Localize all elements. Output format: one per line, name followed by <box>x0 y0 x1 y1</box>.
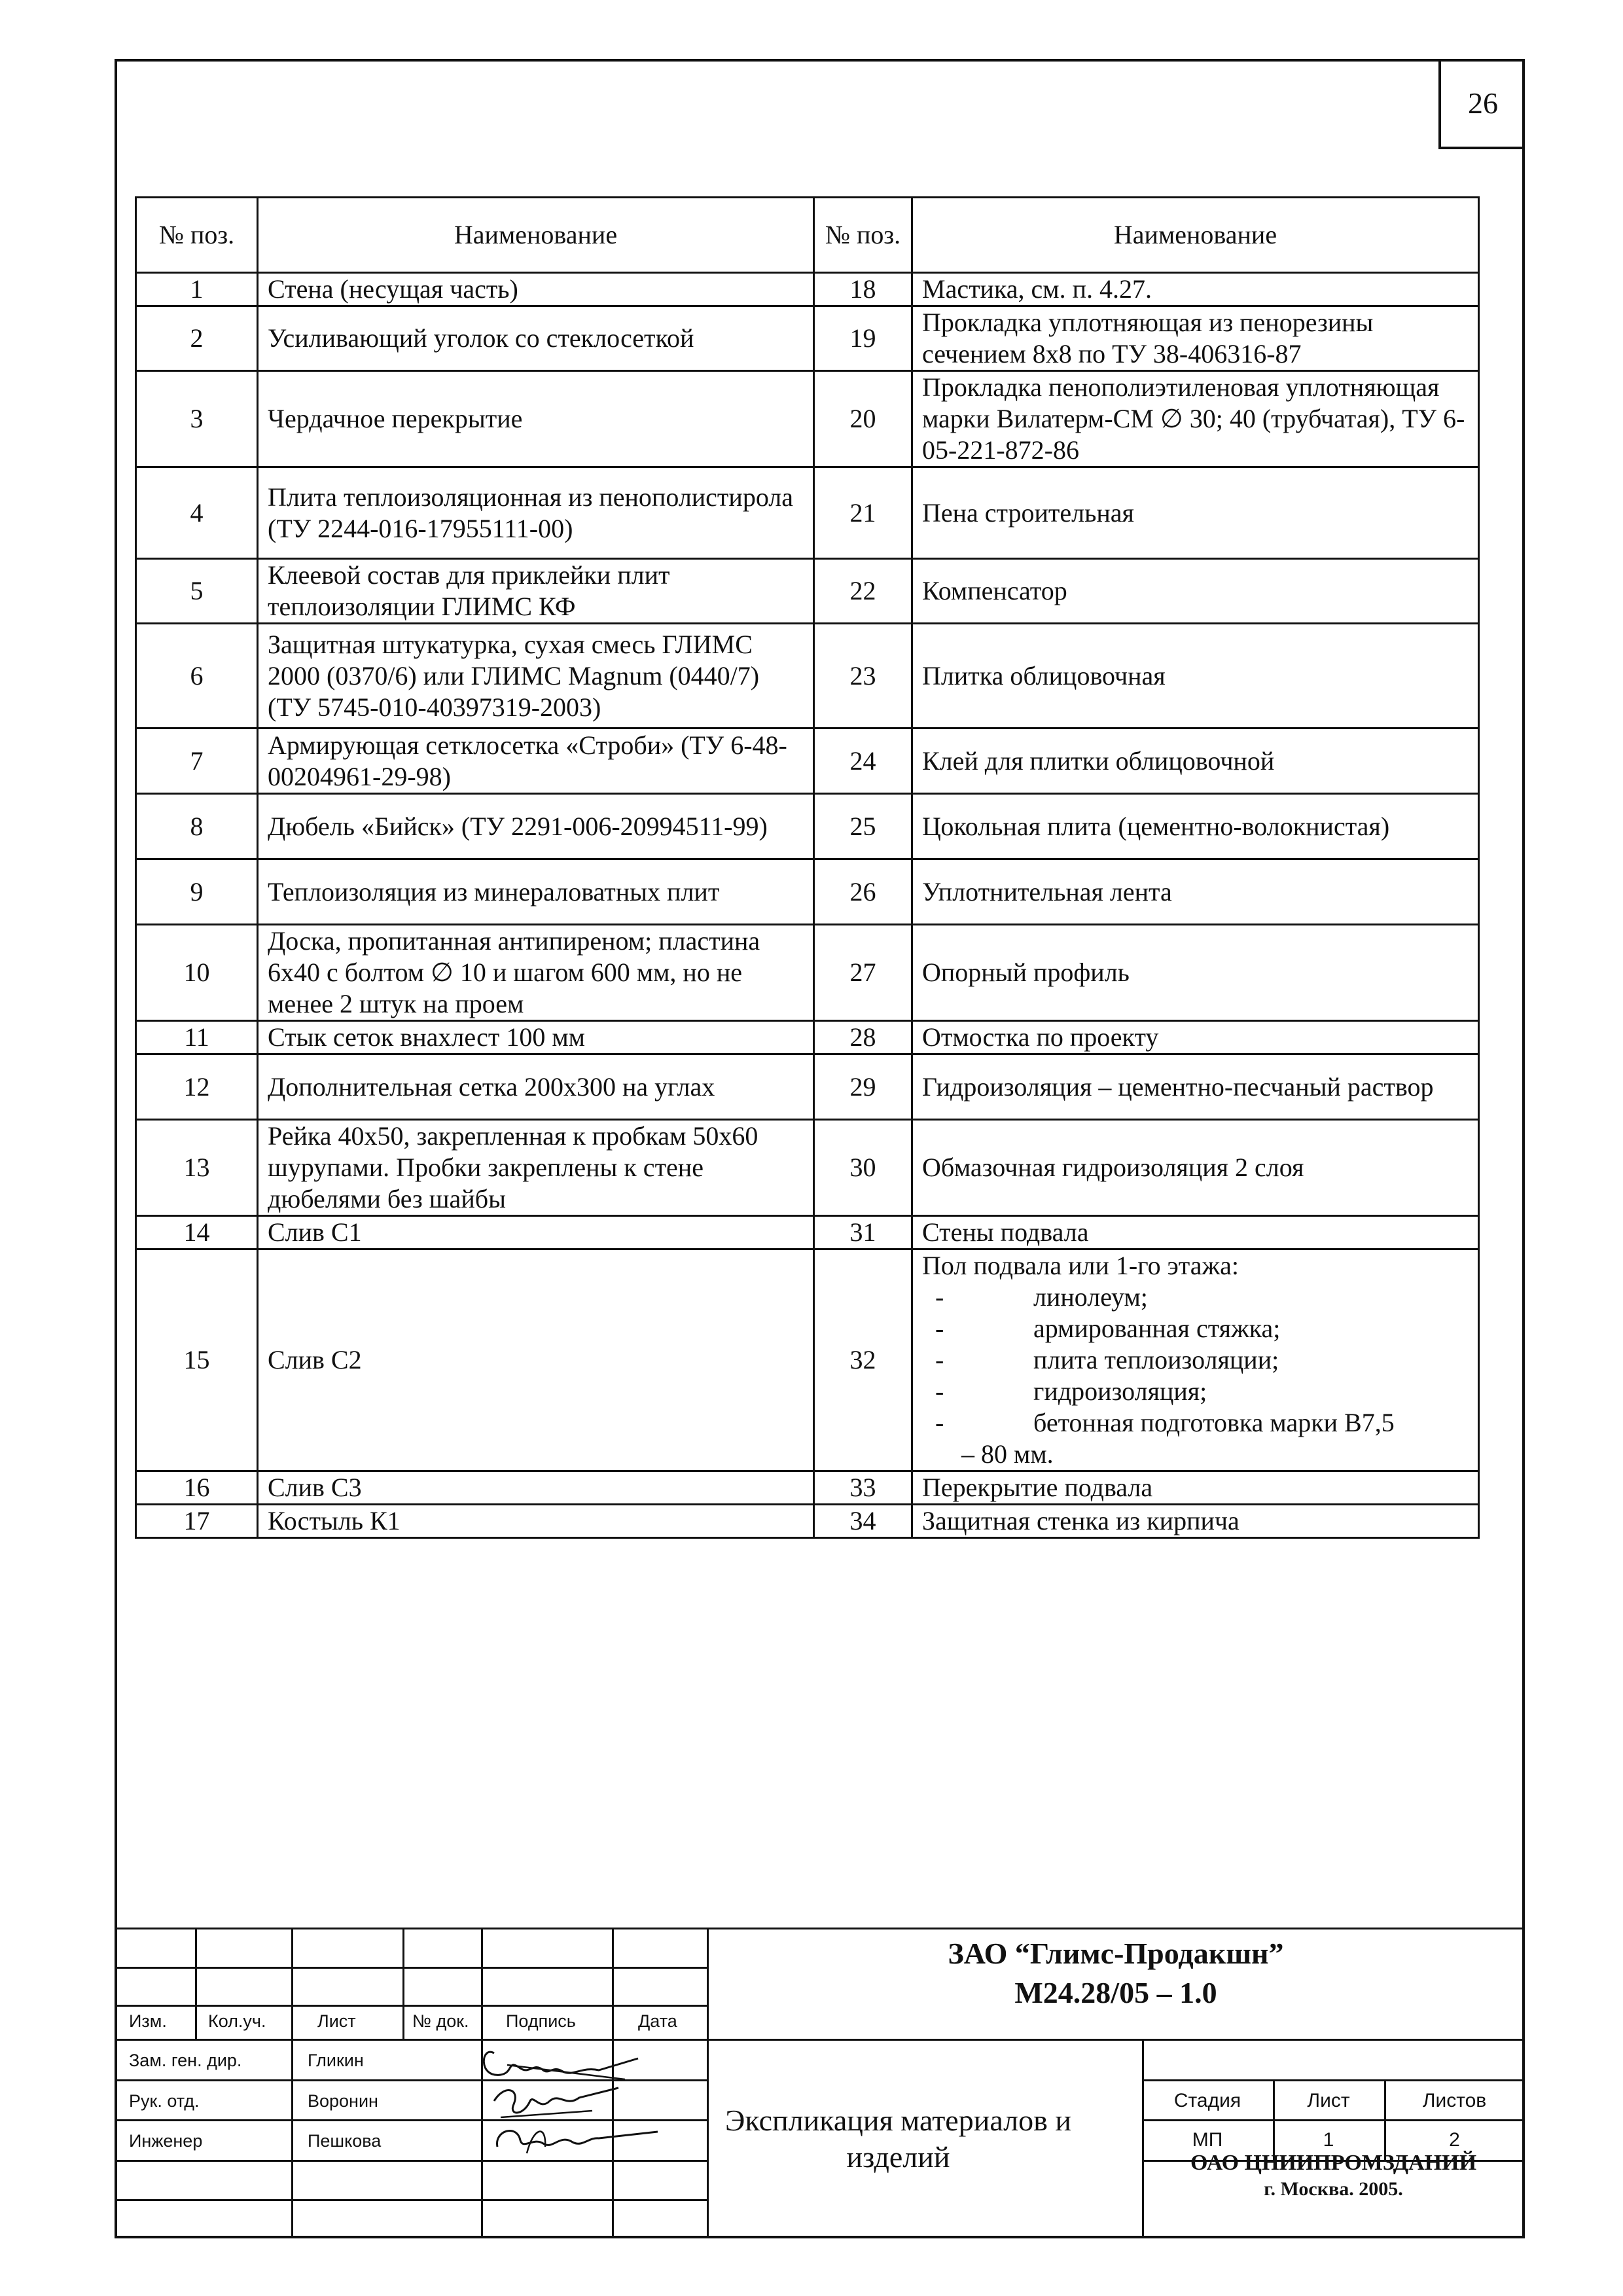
table-row <box>136 1249 1479 1471</box>
position-number: 25 <box>814 794 912 859</box>
position-number: 22 <box>814 559 912 624</box>
name-2: Воронин <box>308 2091 378 2111</box>
col-data: Дата <box>638 2011 677 2031</box>
role-1: Зам. ген. дир. <box>129 2051 242 2070</box>
list-item <box>922 1344 1469 1376</box>
table-row <box>136 925 1479 1021</box>
position-number: 23 <box>814 624 912 728</box>
item-name: Прокладка пенополиэтиленовая уплотняющая марки Вилатерм-СМ ∅ 30; 40 (трубчатая), ТУ 6-05-221-872-86 <box>912 371 1479 467</box>
position-number: 21 <box>814 467 912 559</box>
company-name: ЗАО “Глимс-Продакшн” <box>948 1937 1284 1970</box>
sheet-value: 1 <box>1323 2129 1334 2151</box>
list-item-text: плита теплоизоляции; <box>1033 1345 1279 1374</box>
sheet-number: 26 <box>1438 59 1525 149</box>
layer-list <box>922 1282 1469 1470</box>
sheets-value: 2 <box>1449 2129 1460 2151</box>
table-row <box>136 1505 1479 1538</box>
header-name-right: Наименование <box>912 198 1479 273</box>
item-name: Дополнительная сетка 200х300 на углах <box>258 1054 814 1120</box>
table-row <box>136 859 1479 925</box>
list-item <box>922 1313 1469 1344</box>
position-number: 15 <box>136 1249 258 1471</box>
position-number: 16 <box>136 1471 258 1505</box>
table-row <box>136 273 1479 306</box>
item-name: Слив С3 <box>258 1471 814 1505</box>
item-name: Клей для плитки облицовочной <box>912 728 1479 794</box>
name-1: Гликин <box>308 2051 364 2070</box>
item-name: Обмазочная гидроизоляция 2 слоя <box>912 1120 1479 1216</box>
table-row <box>136 1021 1479 1054</box>
item-name: Перекрытие подвала <box>912 1471 1479 1505</box>
item-name: Стена (несущая часть) <box>258 273 814 306</box>
position-number: 11 <box>136 1021 258 1054</box>
position-number: 27 <box>814 925 912 1021</box>
item-name: Армирующая сетклосетка «Строби» (ТУ 6-48-00204961-29-98) <box>258 728 814 794</box>
col-kol: Кол.уч. <box>208 2011 266 2031</box>
item-name: Опорный профиль <box>912 925 1479 1021</box>
position-number: 24 <box>814 728 912 794</box>
list-item-text: бетонная подготовка марки В7,5 <box>1033 1408 1395 1437</box>
item-name: Компенсатор <box>912 559 1479 624</box>
item-name: Слив С2 <box>258 1249 814 1471</box>
item-name: Пена строительная <box>912 467 1479 559</box>
dash-marker: - <box>935 1314 944 1343</box>
signature-scribbles <box>468 2039 664 2163</box>
item-name: Мастика, см. п. 4.27. <box>912 273 1479 306</box>
position-number: 9 <box>136 859 258 925</box>
dash-marker: - <box>935 1282 944 1312</box>
position-number: 6 <box>136 624 258 728</box>
title-block <box>115 1928 1525 2238</box>
header-name-left: Наименование <box>258 198 814 273</box>
list-item-tail: – 80 мм. <box>961 1439 1054 1469</box>
item-name: Клеевой состав для приклейки плит теплоизоляции ГЛИМС КФ <box>258 559 814 624</box>
stage-label: Стадия <box>1173 2090 1241 2111</box>
item-name: Усиливающий уголок со стеклосеткой <box>258 306 814 371</box>
position-number: 17 <box>136 1505 258 1538</box>
table-row <box>136 467 1479 559</box>
col-izm: Изм. <box>129 2011 167 2031</box>
position-number: 34 <box>814 1505 912 1538</box>
position-number: 12 <box>136 1054 258 1120</box>
col-list: Лист <box>317 2011 356 2031</box>
company-header <box>707 1928 1525 2016</box>
role-3: Инженер <box>129 2131 203 2151</box>
table-row <box>136 1054 1479 1120</box>
design-institute <box>1142 2150 1525 2202</box>
position-number: 14 <box>136 1216 258 1249</box>
item-name: Отмостка по проекту <box>912 1021 1479 1054</box>
materials-table <box>135 196 1480 1539</box>
document-title: Экспликация материалов и изделий <box>725 2103 1071 2174</box>
position-number: 10 <box>136 925 258 1021</box>
list-item <box>922 1407 1469 1439</box>
position-number: 2 <box>136 306 258 371</box>
sheet-label: Лист <box>1307 2090 1350 2111</box>
item-name: Слив С1 <box>258 1216 814 1249</box>
position-number: 3 <box>136 371 258 467</box>
item-name: Защитная стенка из кирпича <box>912 1505 1479 1538</box>
table-row <box>136 728 1479 794</box>
position-number: 5 <box>136 559 258 624</box>
header-pos-left: № поз. <box>136 198 258 273</box>
table-row <box>136 794 1479 859</box>
item-name <box>912 1249 1479 1471</box>
stage-value: МП <box>1192 2129 1223 2151</box>
table-row <box>136 1471 1479 1505</box>
item-name: Стены подвала <box>912 1216 1479 1249</box>
item-name: Плита теплоизоляционная из пенополистирола (ТУ 2244-016-17955111-00) <box>258 467 814 559</box>
item-name: Чердачное перекрытие <box>258 371 814 467</box>
item-name: Защитная штукатурка, сухая смесь ГЛИМС 2000 (0370/6) или ГЛИМС Magnum (0440/7) (ТУ 5745-010-40397319-2003) <box>258 624 814 728</box>
list-item-text: линолеум; <box>1033 1282 1148 1312</box>
item-name: Прокладка уплотняющая из пенорезины сечением 8х8 по ТУ 38-406316-87 <box>912 306 1479 371</box>
item-name: Плитка облицовочная <box>912 624 1479 728</box>
position-number: 26 <box>814 859 912 925</box>
item-intro: Пол подвала или 1-го этажа: <box>922 1251 1240 1280</box>
position-number: 29 <box>814 1054 912 1120</box>
table-row <box>136 306 1479 371</box>
item-name: Гидроизоляция – цементно-песчаный раствор <box>912 1054 1479 1120</box>
item-name: Костыль К1 <box>258 1505 814 1538</box>
list-item <box>922 1376 1469 1407</box>
table-row <box>136 624 1479 728</box>
sheets-label: Листов <box>1422 2090 1487 2111</box>
document-code: М24.28/05 – 1.0 <box>1014 1976 1217 2009</box>
dash-marker: - <box>935 1376 944 1406</box>
position-number: 1 <box>136 273 258 306</box>
position-number: 8 <box>136 794 258 859</box>
item-name: Рейка 40х50, закрепленная к пробкам 50х60 шурупами. Пробки закреплены к стене дюбелями без шайбы <box>258 1120 814 1216</box>
position-number: 28 <box>814 1021 912 1054</box>
list-item <box>922 1282 1469 1313</box>
table-row <box>136 559 1479 624</box>
item-name: Уплотнительная лента <box>912 859 1479 925</box>
table-header-row <box>136 198 1479 273</box>
item-name: Дюбель «Бийск» (ТУ 2291-006-20994511-99) <box>258 794 814 859</box>
institute-city-year: г. Москва. 2005. <box>1264 2178 1403 2200</box>
list-item-text: гидроизоляция; <box>1033 1376 1207 1406</box>
table-row <box>136 1120 1479 1216</box>
dash-marker: - <box>935 1345 944 1374</box>
position-number: 30 <box>814 1120 912 1216</box>
item-name: Теплоизоляция из минераловатных плит <box>258 859 814 925</box>
position-number: 20 <box>814 371 912 467</box>
dash-marker: - <box>935 1408 944 1437</box>
item-name: Доска, пропитанная антипиреном; пластина 6х40 с болтом ∅ 10 и шагом 600 мм, но не менее 2 штук на проем <box>258 925 814 1021</box>
position-number: 18 <box>814 273 912 306</box>
institute-name: ОАО ЦНИИПРОМЗДАНИЙ <box>1190 2151 1477 2175</box>
col-podpis: Подпись <box>506 2011 576 2031</box>
role-2: Рук. отд. <box>129 2091 200 2111</box>
position-number: 4 <box>136 467 258 559</box>
col-ndoc: № док. <box>412 2011 469 2031</box>
item-name: Стык сеток внахлест 100 мм <box>258 1021 814 1054</box>
position-number: 19 <box>814 306 912 371</box>
name-3: Пешкова <box>308 2131 382 2151</box>
list-item-text: армированная стяжка; <box>1033 1314 1281 1343</box>
position-number: 7 <box>136 728 258 794</box>
position-number: 13 <box>136 1120 258 1216</box>
position-number: 32 <box>814 1249 912 1471</box>
position-number: 31 <box>814 1216 912 1249</box>
table-row <box>136 371 1479 467</box>
position-number: 33 <box>814 1471 912 1505</box>
table-row <box>136 1216 1479 1249</box>
item-name: Цокольная плита (цементно-волокнистая) <box>912 794 1479 859</box>
header-pos-right: № поз. <box>814 198 912 273</box>
